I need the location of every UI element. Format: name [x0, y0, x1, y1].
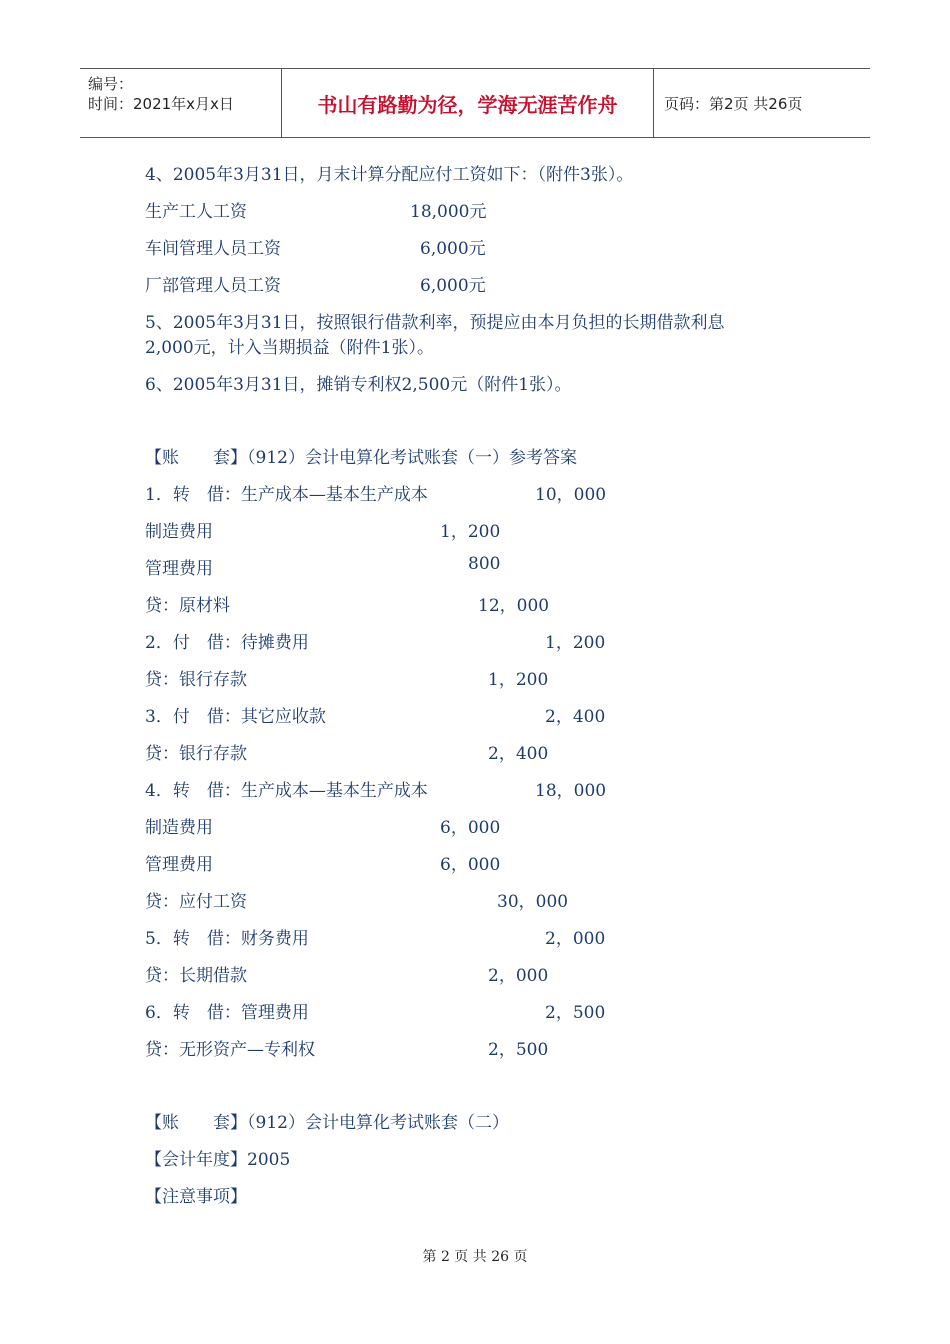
entry-label: 贷：原材料	[145, 596, 230, 616]
entry-label: 2．付 借：待摊费用	[145, 633, 309, 653]
entry-amount: 2，400	[545, 707, 606, 727]
answer-title: 【账 套】（912）会计电算化考试账套（一）参考答案	[145, 448, 577, 468]
entry-amount: 1，200	[440, 522, 501, 542]
entry-label: 贷：长期借款	[145, 966, 247, 986]
number-label: 编号：	[88, 75, 134, 93]
line-amount: 6,000元	[420, 239, 486, 259]
question-5: 5、2005年3月31日，按照银行借款利率，预提应由本月负担的长期借款利息	[145, 313, 725, 333]
accounting-year: 【会计年度】2005	[145, 1150, 291, 1170]
entry-label: 6．转 借：管理费用	[145, 1003, 309, 1023]
entry-label: 贷：应付工资	[145, 892, 247, 912]
entry-amount: 2，500	[545, 1003, 606, 1023]
account-set-title: 【账 套】（912）会计电算化考试账套（二）	[145, 1113, 509, 1133]
entry-label: 1．转 借：生产成本—基本生产成本	[145, 485, 428, 505]
entry-amount: 1，200	[545, 633, 606, 653]
date-label: 时间：2021年x月x日	[88, 95, 234, 113]
line-label: 生产工人工资	[145, 202, 247, 222]
line-label: 厂部管理人员工资	[145, 276, 281, 296]
entry-label: 管理费用	[145, 559, 213, 579]
header-page-cell	[654, 69, 870, 137]
entry-amount: 2，400	[488, 744, 549, 764]
header-meta	[80, 69, 282, 137]
line-label: 车间管理人员工资	[145, 239, 281, 259]
page-label: 页码：第2页 共26页	[664, 94, 803, 113]
entry-label: 制造费用	[145, 522, 213, 542]
entry-amount: 2，000	[488, 966, 549, 986]
entry-label: 5．转 借：财务费用	[145, 929, 309, 949]
entry-amount: 30，000	[497, 892, 569, 912]
question-4: 4、2005年3月31日，月末计算分配应付工资如下：（附件3张）。	[145, 165, 634, 185]
motto: 书山有路勤为径，学海无涯苦作舟	[317, 92, 618, 117]
entry-label: 贷：银行存款	[145, 670, 247, 690]
entry-amount: 6，000	[440, 818, 501, 838]
entry-label: 3．付 借：其它应收款	[145, 707, 326, 727]
page-header	[80, 68, 870, 138]
entry-label: 贷：银行存款	[145, 744, 247, 764]
question-5-cont: 2,000元，计入当期损益（附件1张）。	[145, 338, 434, 358]
line-amount: 18,000元	[410, 202, 487, 222]
entry-amount: 800	[468, 554, 501, 574]
line-amount: 6,000元	[420, 276, 486, 296]
entry-amount: 18，000	[535, 781, 607, 801]
header-motto-cell	[282, 69, 654, 137]
entry-amount: 2，500	[488, 1040, 549, 1060]
entry-label: 制造费用	[145, 818, 213, 838]
entry-amount: 12，000	[478, 596, 550, 616]
entry-label: 贷：无形资产—专利权	[145, 1040, 315, 1060]
question-6: 6、2005年3月31日，摊销专利权2,500元（附件1张）。	[145, 375, 572, 395]
entry-amount: 1，200	[488, 670, 549, 690]
entry-amount: 6，000	[440, 855, 501, 875]
page-footer: 第 2 页 共 26 页	[422, 1249, 528, 1265]
entry-amount: 2，000	[545, 929, 606, 949]
entry-label: 管理费用	[145, 855, 213, 875]
entry-label: 4．转 借：生产成本—基本生产成本	[145, 781, 428, 801]
entry-amount: 10，000	[535, 485, 607, 505]
notes-heading: 【注意事项】	[145, 1187, 247, 1207]
